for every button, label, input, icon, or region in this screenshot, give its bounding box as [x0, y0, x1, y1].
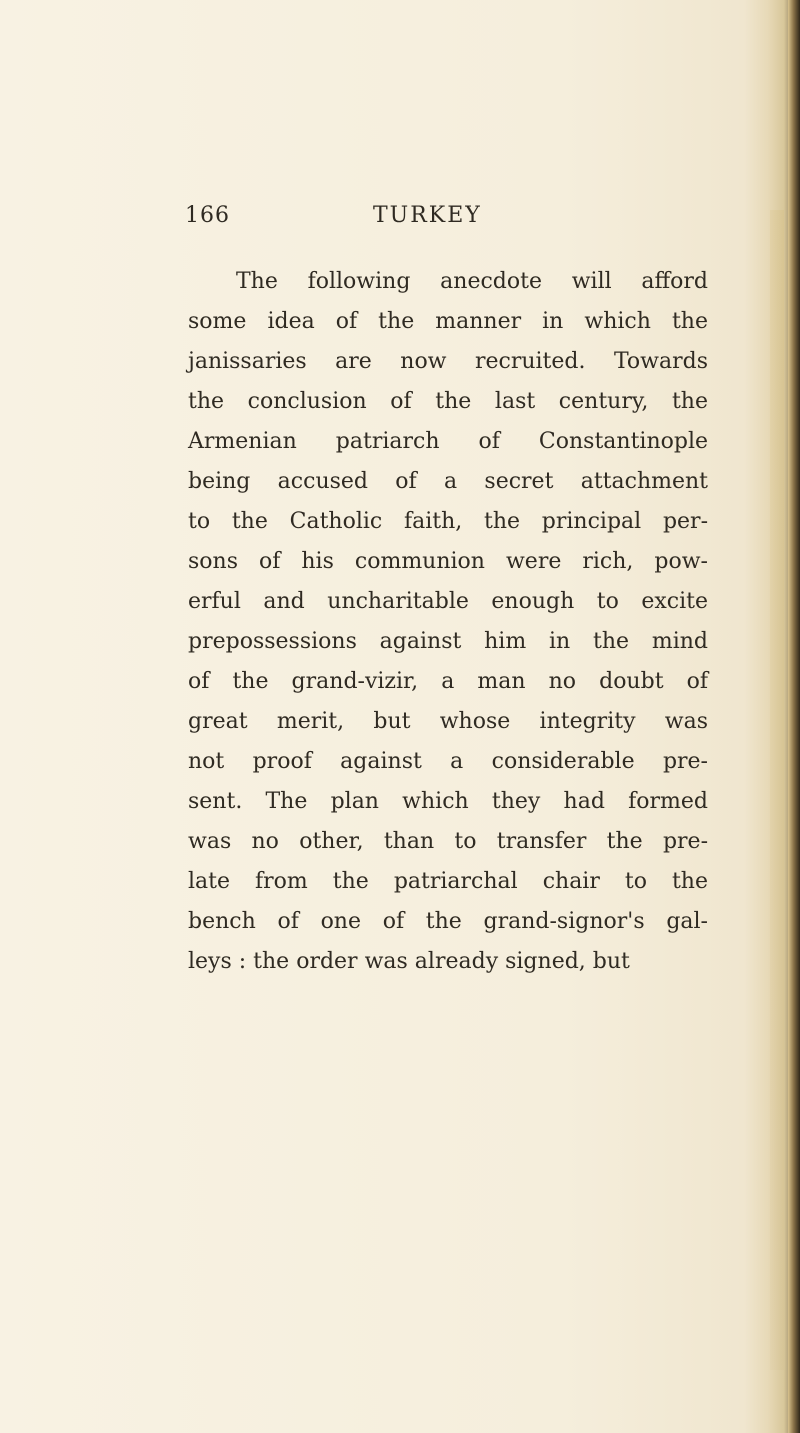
text-line-10: prepossessions against him in the mind: [188, 629, 708, 654]
text-line-15: was no other, than to transfer the pre-: [188, 829, 708, 854]
text-line-18: leys : the order was already signed, but: [188, 949, 630, 974]
text-line-6: being accused of a secret attachment: [188, 469, 708, 494]
text-line-3: janissaries are now recruited. Towards: [188, 349, 708, 374]
text-line-11: of the grand-vizir, a man no doubt of: [188, 669, 708, 694]
text-line-8: sons of his communion were rich, pow-: [188, 549, 708, 574]
text-line-7: to the Catholic faith, the principal per-: [188, 509, 708, 534]
text-line-1: The following anecdote will afford: [236, 269, 708, 294]
text-line-16: late from the patriarchal chair to the: [188, 869, 708, 894]
text-line-12: great merit, but whose integrity was: [188, 709, 708, 734]
text-line-17: bench of one of the grand-signor's gal-: [188, 909, 708, 934]
body-text: [188, 262, 708, 982]
text-line-14: sent. The plan which they had formed: [188, 789, 708, 814]
text-line-13: not proof against a considerable pre-: [188, 749, 708, 774]
page-header: [185, 203, 705, 233]
page-stain: [770, 210, 784, 1370]
running-title: TURKEY: [373, 203, 482, 228]
text-line-5: Armenian patriarch of Constantinople: [188, 429, 708, 454]
text-line-4: the conclusion of the last century, the: [188, 389, 708, 414]
text-line-2: some idea of the manner in which the: [188, 309, 708, 334]
text-line-9: erful and uncharitable enough to excite: [188, 589, 708, 614]
page-edge: [788, 0, 800, 1433]
page-number: 166: [185, 203, 230, 228]
